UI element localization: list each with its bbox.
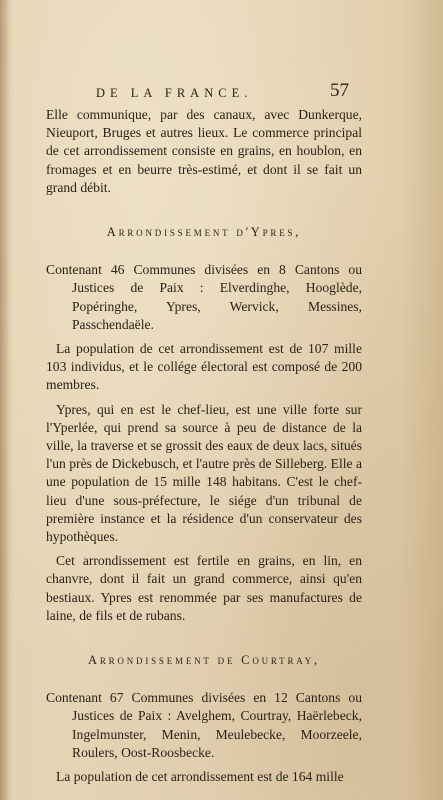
paragraph-ypres-town: Ypres, qui en est le chef-lieu, est une ville forte sur l'Yperlée, qui prend sa source à peu de distance de la ville, la traverse et se grossit des eaux de deux lacs, situés l'un près de Dickebusch, et l'autre près de Silleberg. Elle a une population de 15 mille 148 habitans. C'est le chef-lieu d'une sous-préfecture, le siége d'un tribunal de première instance et la résidence d'un conservateur des hypothèques.: [46, 401, 362, 545]
page-body: [46, 106, 362, 786]
section-heading-ypres: Arrondissement d'Ypres,: [106, 225, 302, 240]
paragraph-courtray-communes: Contenant 67 Communes divisées en 12 Cantons ou Justices de Paix : Avelghem, Courtray, Haërlebeck, Ingelmunster, Menin, Meulebecke, Moorzeele, Roulers, Oost-Roosbecke.: [46, 690, 362, 760]
paragraph-flanders-canals: Elle communique, par des canaux, avec Dunkerque, Nieuport, Bruges et autres lieux. Le commerce principal de cet arrondissement consiste en grains, en houblon, en fromages et en beurre très-estimé, et dont il se fait un grand débit.: [46, 107, 362, 195]
page-number: 57: [330, 80, 349, 101]
paragraph-ypres-communes: Contenant 46 Communes divisées en 8 Cantons ou Justices de Paix : Elverdinghe, Hooglède, Popéringhe, Ypres, Wervick, Messines, Passchendaële.: [46, 262, 362, 332]
section-heading-courtray: Arrondissement de Courtray,: [88, 653, 320, 668]
paragraph-ypres-commerce: Cet arrondissement est fertile en grains, en lin, en chanvre, dont il fait un grand commerce, ainsi qu'en bestiaux. Ypres est renommée par ses manufactures de laine, de fils et de rubans.: [46, 553, 362, 623]
running-head: DE LA FRANCE.: [96, 86, 253, 100]
paragraph-courtray-population: La population de cet arrondissement est de 164 mille: [56, 769, 344, 785]
paragraph-ypres-population: La population de cet arrondissement est de 107 mille 103 individus, et le collége électoral est composé de 200 membres.: [46, 341, 362, 393]
